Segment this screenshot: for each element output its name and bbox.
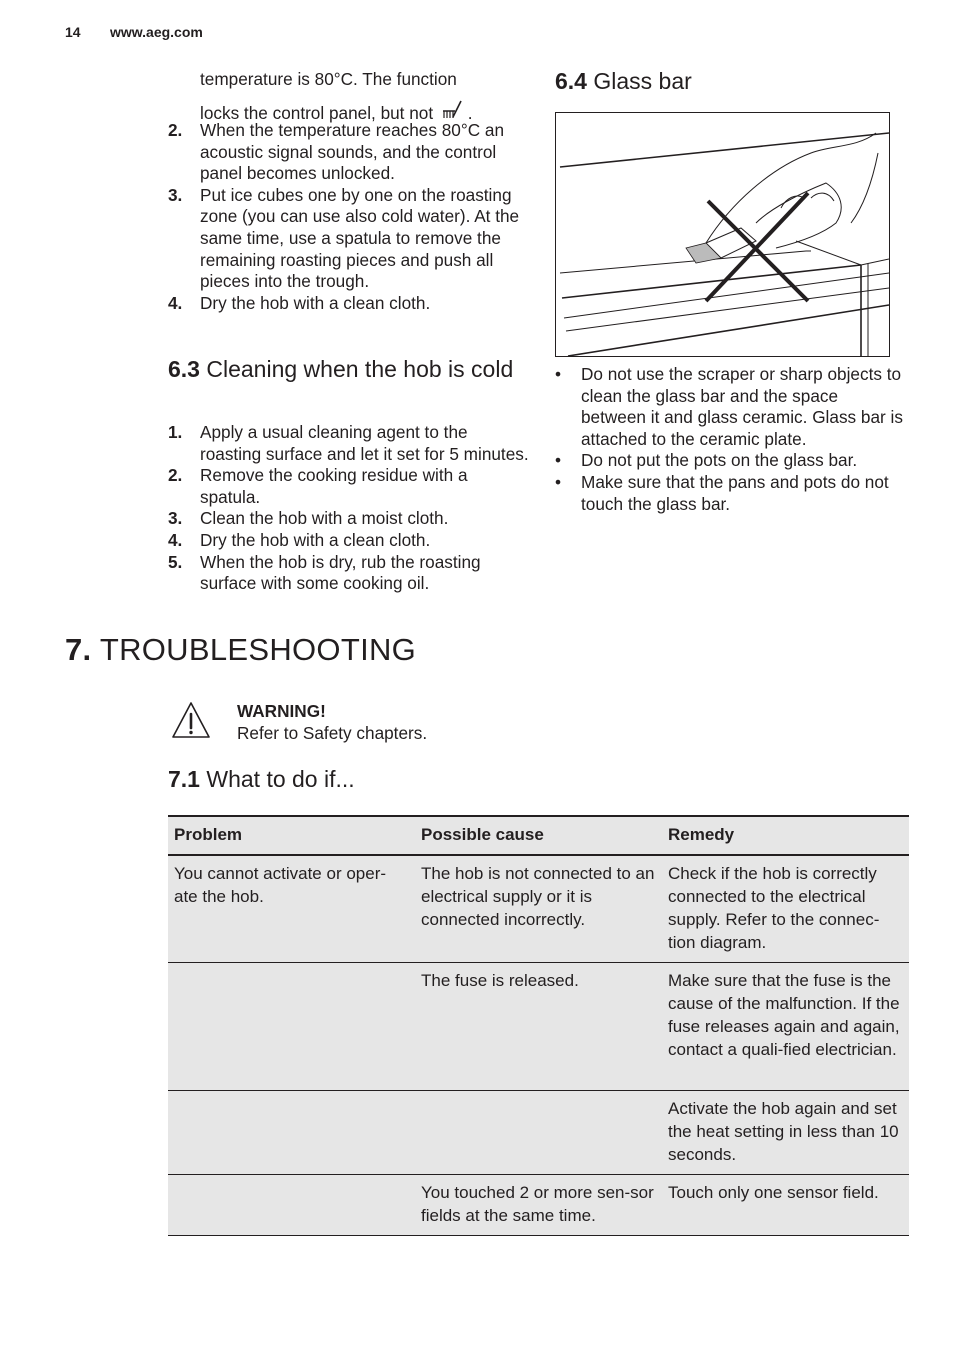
- list-item: 1. Apply a usual cleaning agent to the roasting surface and let it set for 5 minutes.: [168, 422, 529, 464]
- glass-bar-bullets: [555, 364, 905, 515]
- table-cell: Touch only one sensor field.: [662, 1175, 909, 1236]
- table-cell: [415, 1091, 662, 1175]
- troubleshooting-table: [168, 815, 909, 1236]
- table-cell: You cannot activate or oper-ate the hob.: [168, 855, 415, 963]
- warning-title: WARNING!: [237, 701, 326, 721]
- section-6-3-heading: 6.3 Cleaning when the hob is cold: [168, 356, 514, 382]
- intro-line-1: temperature is 80°C. The function: [200, 69, 457, 89]
- table-cell: The hob is not connected to an electrical supply or it is connected incorrectly.: [415, 855, 662, 963]
- warning-triangle-icon: [170, 700, 212, 745]
- table-cell: The fuse is released.: [415, 963, 662, 1091]
- table-cell: [168, 1091, 415, 1175]
- table-cell: Check if the hob is correctly connected to the electrical supply. Refer to the connec-tion diagram.: [662, 855, 909, 963]
- list-item: 3. Put ice cubes one by one on the roasting zone (you can use also cold water). At the same time, use a spatula to remove the remaining roasting pieces and push all pieces into the trough.: [168, 184, 520, 292]
- table-cell: [168, 963, 415, 1091]
- list-item: 5. When the hob is dry, rub the roasting surface with some cooking oil.: [168, 551, 481, 594]
- column-header-remedy: Remedy: [662, 816, 909, 855]
- table-cell: You touched 2 or more sen-sor fields at the same time.: [415, 1175, 662, 1236]
- column-header-problem: Problem: [168, 816, 415, 855]
- table-cell: [168, 1175, 415, 1236]
- list-item: 3. Clean the hob with a moist cloth.: [168, 508, 449, 529]
- section-6-4-heading: 6.4 Glass bar: [555, 68, 692, 94]
- warning-box: [237, 700, 427, 744]
- table-row: [168, 855, 909, 963]
- list-item: 2. When the temperature reaches 80°C an acoustic signal sounds, and the control panel becomes unlocked.: [168, 120, 505, 184]
- page-number: 14: [65, 24, 81, 40]
- chapter-heading: 7. TROUBLESHOOTING: [65, 632, 417, 667]
- site-url: www.aeg.com: [110, 24, 203, 40]
- table-row: [168, 1175, 909, 1236]
- table-row: [168, 963, 909, 1091]
- intro-continuation: [200, 69, 530, 126]
- list-item: 4. Dry the hob with a clean cloth.: [168, 292, 431, 313]
- table-cell: Make sure that the fuse is the cause of the malfunction. If the fuse releases again and again, contact a quali-fied electrician.: [662, 963, 909, 1091]
- intro-line-2-end: .: [467, 102, 473, 123]
- warning-text: Refer to Safety chapters.: [237, 723, 428, 743]
- glass-bar-illustration: [555, 112, 890, 357]
- list-item: • Do not put the pots on the glass bar.: [555, 450, 858, 471]
- list-item: 4. Dry the hob with a clean cloth.: [168, 529, 431, 550]
- list-item: • Do not use the scraper or sharp objects to clean the glass bar and the space between it and glass ceramic. Glass bar is attached to the ceramic plate.: [555, 364, 903, 449]
- steps-list-b: [168, 422, 530, 595]
- list-item: • Make sure that the pans and pots do not touch the glass bar.: [555, 471, 889, 514]
- column-header-cause: Possible cause: [415, 816, 662, 855]
- list-item: 2. Remove the cooking residue with a spatula.: [168, 465, 468, 507]
- section-7-1-heading: 7.1 What to do if...: [168, 766, 355, 792]
- table-header-row: [168, 816, 909, 855]
- steps-list-a: [168, 120, 530, 314]
- table-row: [168, 1091, 909, 1175]
- table-cell: Activate the hob again and set the heat setting in less than 10 seconds.: [662, 1091, 909, 1175]
- intro-line-2: locks the control panel, but not: [200, 102, 434, 123]
